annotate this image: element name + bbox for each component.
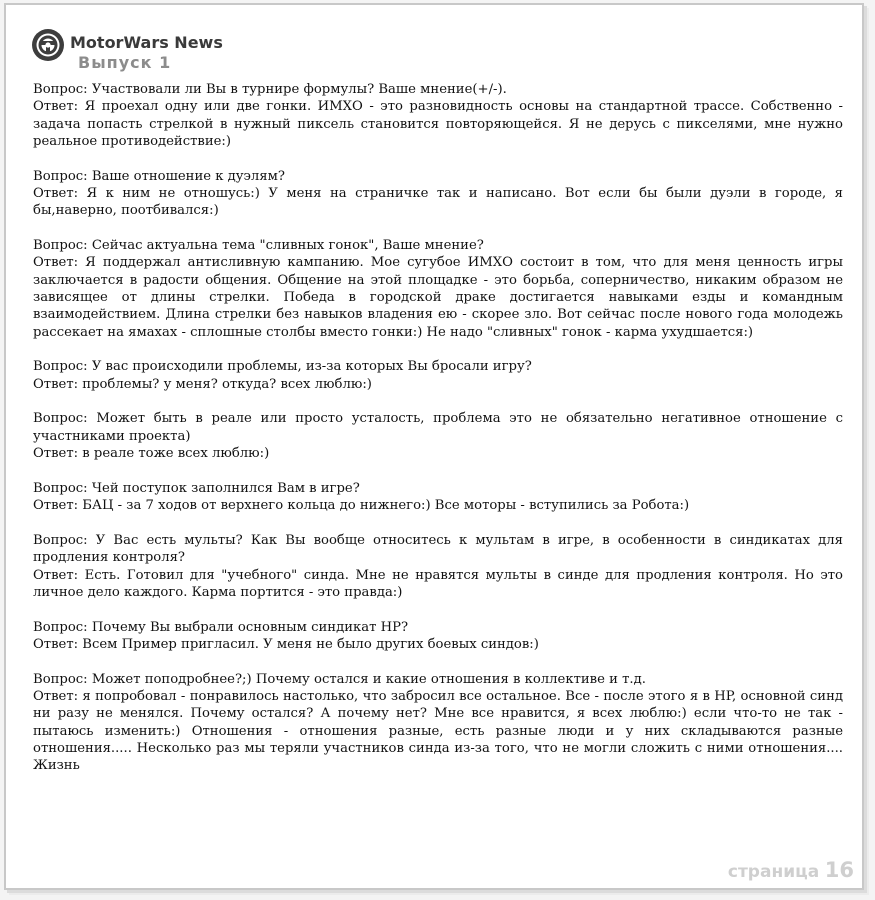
page-footer	[728, 858, 854, 882]
answer: Ответ: в реале тоже всех люблю:)	[33, 446, 270, 462]
qa-block	[33, 237, 843, 341]
page-label: страница	[727, 862, 820, 882]
question: Вопрос: Ваше отношение к дуэлям?	[33, 168, 285, 184]
question: Вопрос: Почему Вы выбрали основным синдикат HP?	[33, 619, 409, 635]
answer: Ответ: Я поддержал антисливную кампанию. Мое сугубое ИМХО состоит в том, что для меня ценность игры заключается в радости общения. Общение на этой площадке - это борьба, соперничество, никаким образом не зависящее от длины стрелки. Победа в городской драке достигается навыками езды и командным взаимодействием. Длина стрелки без навыков владения ею - скорее зло. Вот сейчас после нового года молодежь рассекает на ямахах - сплошные столбы вместо гонки:) Не надо "сливных" гонок - карма ухудшается:)	[33, 255, 843, 340]
answer: Ответ: БАЦ - за 7 ходов от верхнего кольца до нижнего:) Все моторы - вступились за Робота:)	[33, 498, 690, 514]
question: Вопрос: Может поподробнее?;) Почему остался и какие отношения в коллективе и т.д.	[33, 671, 646, 687]
question: Вопрос: У Вас есть мульты? Как Вы вообще относитесь к мультам в игре, в особенности в синдикатах для продления контроля?	[33, 532, 843, 566]
qa-block	[33, 358, 843, 393]
question: Вопрос: Чей поступок заполнился Вам в игре?	[33, 480, 360, 496]
question: Вопрос: У вас происходили проблемы, из-за которых Вы бросали игру?	[33, 359, 532, 375]
qa-block	[33, 168, 843, 220]
qa-block	[33, 480, 843, 515]
steering-wheel-icon	[30, 27, 66, 63]
qa-block	[33, 619, 843, 654]
qa-block	[33, 81, 843, 150]
answer: Ответ: проблемы? у меня? откуда? всех люблю:)	[33, 376, 372, 392]
question: Вопрос: Участвовали ли Вы в турнире формулы? Ваше мнение(+/-).	[33, 82, 507, 97]
issue-number: Выпуск 1	[78, 53, 172, 72]
qa-block	[33, 532, 843, 601]
question: Вопрос: Сейчас актуальна тема "сливных гонок", Ваше мнение?	[33, 238, 484, 254]
answer: Ответ: Я к ним не отношусь:) У меня на страничке так и написано. Вот если бы были дуэли в городе, я бы,наверно, поотбивался:)	[33, 185, 843, 219]
interview-content	[33, 81, 843, 792]
answer: Ответ: Я проехал одну или две гонки. ИМХО - это разновидность основы на стандартной трассе. Собственно - задача попасть стрелкой в нужный пиксель становится повторяющейся. Я не дерусь с пикселями, мне нужно реальное противодействие:)	[33, 99, 843, 149]
qa-block	[33, 671, 843, 775]
answer: Ответ: я попробовал - понравилось настолько, что забросил все остальное. Все - после этого я в HP, основной синд ни разу не менялся. Почему остался? А почему нет? Мне все нравится, я всех люблю:) если что-то не так - пытаюсь изменить:) Отношения - отношения разные, есть разные люди и у них складываются разные отношения..... Несколько раз мы теряли участников синда из-за того, что не могли сложить с ними отношения.... Жизнь	[33, 689, 843, 774]
magazine-page	[4, 3, 864, 890]
question: Вопрос: Может быть в реале или просто усталость, проблема это не обязательно негативное отношение с участниками проекта)	[33, 411, 843, 444]
answer: Ответ: Всем Пример пригласил. У меня не было других боевых синдов:)	[33, 636, 539, 652]
answer: Ответ: Есть. Готовил для "учебного" синда. Мне не нравятся мульты в синде для продления контроля. Но это личное дело каждого. Карма портится - это правда:)	[33, 567, 843, 600]
page-number: 16	[824, 858, 854, 882]
qa-block	[33, 410, 843, 462]
magazine-title: MotorWars News	[70, 33, 223, 52]
